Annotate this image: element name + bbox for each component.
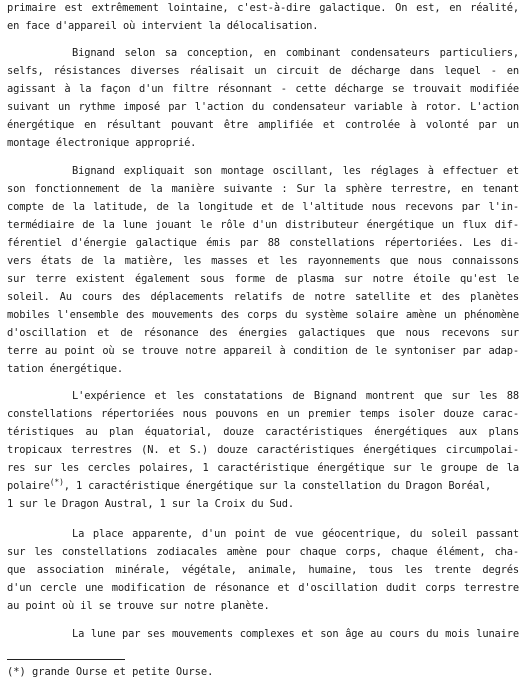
footnote-rule — [7, 659, 125, 660]
text-line: primaire est extrêmement lointaine, c'est-à-dire galactique. On est, en réalité, — [7, 2, 519, 14]
text-line: férentiel d'énergie galactique émis par 88 constellations répertoriées. Les di- — [7, 237, 519, 249]
text-line: Bignand selon sa conception, en combinant condensateurs particuliers, — [72, 47, 519, 59]
text-line: suivant un rythme imposé par l'action du condensateur variable à rotor. L'action — [7, 101, 519, 113]
text-line: soleil. Au cours des déplacements relatifs de notre satellite et des planètes — [7, 291, 519, 303]
text-line: téristiques au plan équatorial, douze caractéristiques énergétiques aux plans — [7, 426, 519, 438]
text-line: terre au point où se trouve notre appareil à condition de le syntoniser par adap- — [7, 345, 519, 357]
text-span: polaire — [7, 480, 50, 492]
text-line: Bignand expliquait son montage oscillant, les réglages à effectuer et — [72, 165, 519, 177]
text-line: compte de la latitude, de la longitude et de l'altitude nous recevons par l'in- — [7, 201, 519, 213]
text-line: son fonctionnement de la manière suivante : Sur la sphère terrestre, en tenant — [7, 183, 519, 195]
text-line: en face d'appareil où intervient la délocalisation. — [7, 20, 319, 32]
text-line: tation énergétique. — [7, 363, 124, 375]
text-line: sur terre existent également sous forme de plasma sur notre étoile qu'est le — [7, 273, 519, 285]
text-line: La lune par ses mouvements complexes et son âge au cours du mois lunaire — [72, 628, 519, 640]
text-line — [7, 477, 519, 495]
text-line: agissant à la façon d'un filtre résonnant - cette décharge se trouvait modifiée — [7, 83, 519, 95]
text-line: au point où il se trouve sur notre planète. — [7, 600, 270, 612]
text-line: sur les constellations zodiacales amène pour chaque corps, chaque élément, cha- — [7, 546, 519, 558]
footnote-marker: (*) — [49, 477, 64, 487]
text-line: d'oscillation et de résonance des énergies galactiques que nous recevons sur — [7, 327, 519, 339]
text-line: La place apparente, d'un point de vue géocentrique, du soleil passant — [72, 528, 519, 540]
text-line: tropicaux terrestres (N. et S.) douze caractéristiques énergétiques circumpolai- — [7, 444, 519, 456]
text-line: énergétique en résultant pouvant être amplifiée et controlée à volonté par un — [7, 119, 519, 131]
footnote: (*) grande Ourse et petite Ourse. — [7, 666, 214, 678]
text-line: que association minérale, végétale, animale, humaine, tous les trente degrés — [7, 564, 519, 576]
text-line: L'expérience et les constatations de Bignand montrent que sur les 88 — [72, 390, 519, 402]
text-line: mobiles l'ensemble des mouvements des corps du système solaire amène un phénomène — [7, 309, 519, 321]
text-line: d'un cercle une modification de résonance et d'oscillation dudit corps terrestre — [7, 582, 519, 594]
text-line: 1 sur le Dragon Austral, 1 sur la Croix du Sud. — [7, 498, 294, 510]
text-line: selfs, résistances diverses réalisait un circuit de décharge dans lequel - en — [7, 65, 519, 77]
text-line: constellations répertoriées nous pouvons en un premier temps isoler douze carac- — [7, 408, 519, 420]
text-line: vers états de la matière, les masses et les rayonnements que nous connaissons — [7, 255, 519, 267]
text-span: , 1 caractéristique énergétique sur la constellation du Dragon Boréal, — [63, 480, 492, 492]
text-line: termédiaire de la lune jouant le rôle d'un distributeur énergétique un flux dif- — [7, 219, 519, 231]
text-line: montage électronique approprié. — [7, 137, 197, 149]
text-line: res sur les cercles polaires, 1 caractéristique énergétique sur le groupe de la — [7, 462, 519, 474]
